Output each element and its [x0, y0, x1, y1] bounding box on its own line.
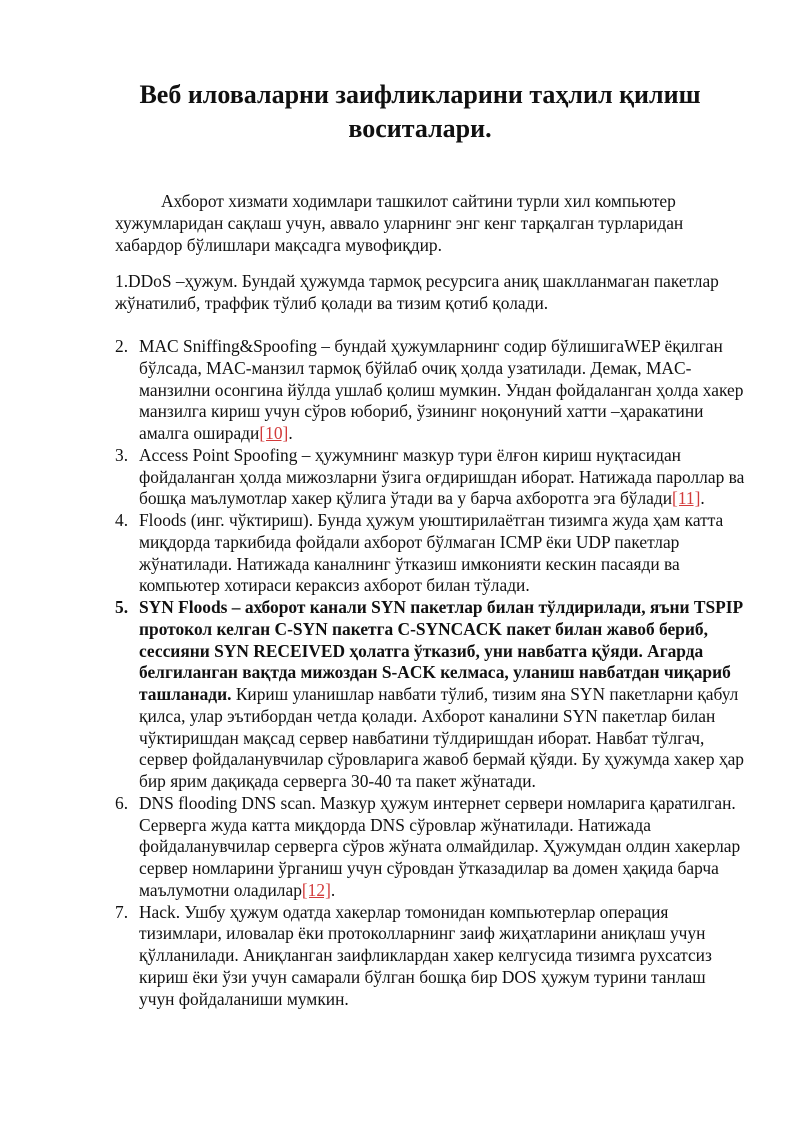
list-item-floods — [115, 510, 745, 597]
list-item-access-point-spoofing — [115, 445, 745, 510]
list-item-number: 2. — [115, 336, 129, 356]
list-item-text: Кириш уланишлар навбати тўлиб, тизим яна SYN пакетларни қабул қилса, улар эътибордан четда қолади. Ахборот каналини SYN пакетлар билан чўктиришдан мақсад сервер навбатини тўлдиришдан иборат. Навбат тўлгач, сервер фойдаланувчилар сўровларига жавоб бермай қўяди. Бу ҳужумда хакер ҳар бир ярим дақиқада серверга 30-40 та пакет жўнатади. — [139, 684, 745, 791]
reference-link-12[interactable]: [12] — [301, 879, 331, 900]
list-item-punct: . — [700, 488, 705, 509]
reference-link-11[interactable]: [11] — [672, 488, 701, 509]
list-item-punct: . — [288, 423, 293, 443]
reference-link-10[interactable]: [10] — [259, 423, 289, 443]
list-item-number: 6. — [115, 792, 129, 813]
list-item-text: DNS flooding DNS scan. Мазкур ҳужум интернет сервери номларига қаратилган. Серверга жуда катта миқдорда DNS сўровлар жўнатилади. Натижада фойдаланувчилар серверга сўров жўната олмайдилар. Ҳужумдан олдин хакерлар сервер номларини ўрганиш учун сўровдан ўтказадилар ва домен ҳақида барча маълумотни оладилар — [139, 792, 741, 900]
ddos-paragraph: 1.DDoS –ҳужум. Бундай ҳужумда тармоқ ресурсига аниқ шаклланмаган пакетлар жўнатилиб, траффик тўлиб қолади ва тизим қотиб қолади. — [115, 271, 719, 313]
list-item-mac-spoofing — [115, 336, 745, 445]
list-item-number: 3. — [115, 444, 129, 465]
list-item-syn-floods — [115, 597, 745, 793]
list-item-hack — [115, 902, 745, 1011]
attack-list — [115, 336, 745, 1010]
list-item-text: Floods (инг. чўктириш). Бунда ҳужум уюштирилаётган тизимга жуда ҳам катта миқдорда таркибида фойдали ахборот бўлмаган ICMP ёки UDP пакетлар жўнатилади. Натижада каналнинг ўтказиш имконияти кескин пасаяди ва компьютер хотираси кераксиз ахборот билан тўлади. — [139, 510, 724, 596]
list-item-text: MAC Sniffing&Spoofing – бундай ҳужумларнинг содир бўлишигаWEP ёқилган бўлсада, MAC-манзил тармоқ бўйлаб очиқ ҳолда узатилади. Демак, MAC-манзилни осонгина йўлда ушлаб қолиш мумкин. Ундан фойдаланган ҳолда хакер манзилга кириш учун сўров юбориб, ўзининг ноқонуний хатти –ҳаракатини амалга оширади — [139, 336, 744, 443]
list-item-text: Hack. Ушбу ҳужум одатда хакерлар томонидан компьютерлар операция тизимлари, иловалар ёки протоколларнинг заиф жиҳатларини аниқлаш учун қўлланилади. Аниқланган заифликлардан хакер келгусида тизимга рухсатсиз кириш ёки ўзи учун самарали бўлган бошқа бир DOS ҳужум турини танлаш учун фойдаланиши мумкин. — [139, 901, 712, 1009]
list-item-bold-text: SYN Floods – ахборот канали SYN пакетлар билан тўлдирилади, яъни TSPIP протокол келган C-SYN пакетга C-SYNCACK пакет билан жавоб бериб, сессияни SYN RECEIVED ҳолатга ўтказиб, уни навбатга қўяди. Агарда белгиланган вақтда мижоздан S-ACK келмаса, уланиш навбатдан чиқариб ташланади. — [139, 597, 743, 704]
list-item-number: 5. — [115, 597, 129, 617]
list-item-punct: . — [330, 879, 336, 900]
document-title: Веб иловаларни заифликларини таҳлил қилиш воситалари. — [139, 80, 701, 143]
list-item-number: 7. — [115, 901, 129, 922]
list-item-number: 4. — [115, 510, 129, 530]
list-item-dns-flooding — [115, 793, 745, 902]
list-item-text: Access Point Spoofing – ҳужумнинг мазкур тури ёлғон кириш нуқтасидан фойдаланган ҳолда мижозларни ўзига оғдиришдан иборат. Натижада пароллар ва бошқа маълумотлар хакер қўлига ўтади ва у барча ахборотга эга бўлади — [139, 444, 745, 509]
intro-paragraph: Ахборот хизмати ходимлари ташкилот сайтини турли хил компьютер хужумларидан сақлаш учун, аввало уларнинг энг кенг тарқалган турларидан хабардор бўлишлари мақсадга мувофиқдир. — [115, 191, 684, 255]
